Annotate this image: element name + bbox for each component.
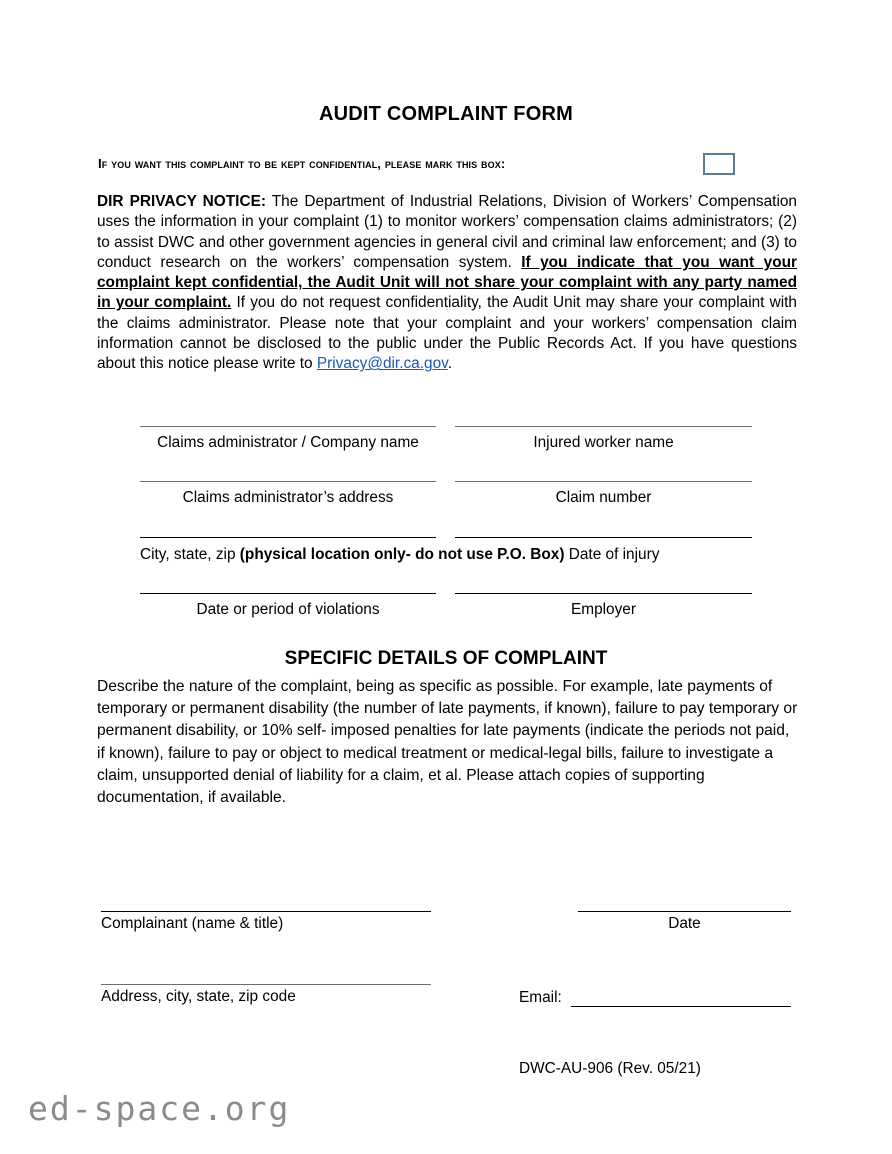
- page-title: AUDIT COMPLAINT FORM: [319, 103, 573, 125]
- specific-details-heading: SPECIFIC DETAILS OF COMPLAINT: [284, 648, 608, 669]
- privacy-notice-emphasis: If you indicate that you want your complaint kept confidential, the Audit Unit will not share your complaint with any party named in your complaint.: [97, 253, 797, 312]
- signature-label-complainant: Complainant (name & title): [101, 915, 284, 932]
- form-code-label: DWC-AU-906 (Rev. 05/21): [519, 1060, 701, 1077]
- field-label-date-period-violations: Date or period of violations: [196, 601, 380, 618]
- field-label-claim-number: Claim number: [555, 489, 652, 506]
- signature-label-date: Date: [668, 915, 701, 932]
- field-label-employer: Employer: [570, 601, 636, 618]
- signature-rule-email[interactable]: [571, 1006, 791, 1007]
- specific-details-instructions: Describe the nature of the complaint, being as specific as possible. For example, late payments of temporary or permanent disability (the number of late payments, if known), failure to pay temporary or permanent disability, or 10% self- imposed penalties for late payments (indicate the periods not paid, if known), failure to pay or object to medical treatment or medical-legal bills, failure to investigate a claim, unsupported denial of liability for a claim, et al. Please attach copies of supporting documentation, if available.: [97, 678, 798, 807]
- confidential-prompt-label: If you want this complaint to be kept confidential, please mark this box:: [98, 156, 506, 171]
- privacy-notice-part-3: .: [447, 355, 452, 373]
- field-label-claims-admin-address: Claims administrator’s address: [182, 489, 394, 506]
- field-label-claims-admin-company: Claims administrator / Company name: [157, 434, 419, 451]
- privacy-notice-heading: DIR PRIVACY NOTICE:: [97, 193, 266, 210]
- city-state-zip-plain-text: City, state, zip: [140, 546, 240, 563]
- privacy-notice-part-1: The Department of Industrial Relations, Division of Workers’ Compensation uses the information in your complaint (1) to monitor workers’ compensation claims administrators; (2) to assist DWC and other government agencies in general civil and criminal law enforcement; and (3) to conduct research on the workers’ compensation system.: [97, 193, 797, 271]
- signature-label-address: Address, city, state, zip code: [101, 988, 296, 1005]
- field-label-injured-worker: Injured worker name: [533, 434, 674, 451]
- watermark: ed-space.org: [28, 1089, 291, 1128]
- privacy-notice-part-2: If you do not request confidentiality, the Audit Unit may share your complaint with the claims administrator. Please note that your complaint and your workers’ compensation claim information cannot be disclosed to the public under the Public Records Act. If you have questions about this notice please write to: [97, 294, 797, 373]
- signature-rule-complainant[interactable]: [101, 911, 431, 912]
- signature-rule-address[interactable]: [101, 984, 431, 985]
- field-label-date-of-injury: Date of injury: [564, 546, 660, 563]
- signature-rule-date[interactable]: [578, 911, 791, 912]
- signature-label-email: Email:: [519, 989, 562, 1006]
- city-state-zip-bold-note: (physical location only- do not use P.O. Box): [239, 546, 565, 563]
- privacy-email-link[interactable]: Privacy@dir.ca.gov: [316, 355, 448, 373]
